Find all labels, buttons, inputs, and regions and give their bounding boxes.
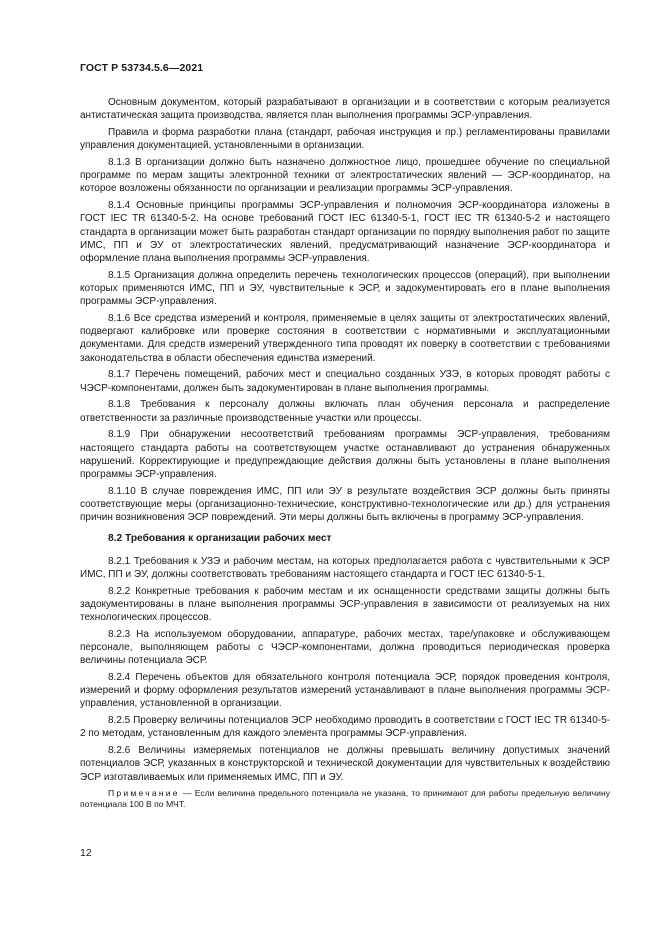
paragraph-main-document: Основным документом, который разрабатывают в организации и в соответствии с которым реализуется антистатическая защита производства, является план выполнения программы ЭСР-управления. <box>80 97 610 122</box>
document-header: ГОСТ Р 53734.5.6—2021 <box>80 62 204 74</box>
paragraph-8-1-9: 8.1.9 При обнаружении несоответствий требованиям программы ЭСР-управления, требованиям настоящего стандарта работы на соответствующем участке останавливают до устранения обнаруженных нарушений. Корректирующие и предупреждающие действия должны быть установлены в плане выполнения программы ЭСР-управления. <box>80 429 610 481</box>
paragraph-8-2-1: 8.2.1 Требования к УЗЭ и рабочим местам, на которых предполагается работа с чувствительными к ЭСР ИМС, ПП и ЭУ, должны соответствовать требованиям настоящего стандарта и ГОСТ IEC 61340-5-1. <box>80 555 610 580</box>
paragraph-8-1-3: 8.1.3 В организации должно быть назначено должностное лицо, прошедшее обучение по специальной программе по мерам защиты электронной техники от электростатических явлений — ЭСР-координатор, на которое возложены обязанности по организации и реализации программы ЭСР-управления. <box>80 157 610 195</box>
paragraph-8-1-8: 8.1.8 Требования к персоналу должны включать план обучения персонала и распределение ответственности за различные производственные участки или процессы. <box>80 399 610 424</box>
document-body <box>80 96 610 811</box>
note <box>80 788 610 811</box>
paragraph-8-1-5: 8.1.5 Организация должна определить перечень технологических процессов (операций), при выполнении которых применяются ИМС, ПП и ЭУ, чувствительные к ЭСР, и задокументировать его в плане выполнения программы ЭСР-управления. <box>80 269 610 308</box>
page-number: 12 <box>80 847 92 859</box>
note-label: Примечание <box>108 787 180 798</box>
note-text: — Если величина предельного потенциала не указана, то принимают для работы предельную величину потенциала 100 В по МЧТ. <box>80 787 610 810</box>
paragraph-8-2-6: 8.2.6 Величины измеряемых потенциалов не должны превышать величину допустимых значений потенциалов ЭСР, указанных в конструкторской и технической документации для чувствительных к воздействию ЭСР изготавливаемых или применяемых ИМС, ПП и ЭУ. <box>80 745 610 783</box>
paragraph-8-2-2: 8.2.2 Конкретные требования к рабочим местам и их оснащенности средствами защиты должны быть задокументированы в плане выполнения программы ЭСР-управления в зависимости от реализуемых на них технологических процессов. <box>80 585 610 624</box>
paragraph-plan-rules: Правила и форма разработки плана (стандарт, рабочая инструкция и пр.) регламентированы правилами управления документацией, установленными в организации. <box>80 127 610 152</box>
section-heading-8-2: 8.2 Требования к организации рабочих мест <box>108 533 332 545</box>
paragraph-8-2-3: 8.2.3 На используемом оборудовании, аппаратуре, рабочих местах, таре/упаковке и обслуживающем персонале, выполняющем работы с ЧЭСР-компонентами, должна проводиться периодическая проверка величины потенциала ЭСР. <box>80 628 610 667</box>
paragraph-8-1-7: 8.1.7 Перечень помещений, рабочих мест и специально созданных УЗЭ, в которых проводят работы с ЧЭСР-компонентами, должен быть задокументирован в плане выполнения программы. <box>80 369 610 394</box>
paragraph-8-2-4: 8.2.4 Перечень объектов для обязательного контроля потенциала ЭСР, порядок проведения контроля, измерений и форму оформления результатов измерений устанавливают в плане выполнения программы ЭСР-управления, установленной в организации. <box>80 672 610 710</box>
paragraph-8-2-5: 8.2.5 Проверку величины потенциалов ЭСР необходимо проводить в соответствии с ГОСТ IEC TR 61340-5-2 по методам, установленным для каждого элемента программы ЭСР-управления. <box>80 715 610 740</box>
paragraph-8-1-4: 8.1.4 Основные принципы программы ЭСР-управления и полномочия ЭСР-координатора изложены в ГОСТ IEC TR 61340-5-2. На основе требований ГОСТ IEC 61340-5-1, ГОСТ IEC TR 61340-5-2 и настоящего стандарта в организации может быть разработан стандарт организации по порядку выполнения работ по защите ИМС, ПП и ЭУ от электростатических явлений, предусматривающий назначение ЭСР-координатора и оформление плана выполнения программы ЭСР-управления. <box>80 200 610 265</box>
paragraph-8-1-6: 8.1.6 Все средства измерений и контроля, применяемые в целях защиты от электростатических явлений, подвергают калибровке или проверке состояния в соответствии с нормативными и эксплуатационными документами. Для средств измерений утвержденного типа проводят их поверку в соответствии с требованиями законодательства в области обеспечения единства измерений. <box>80 313 610 364</box>
paragraph-8-1-10: 8.1.10 В случае повреждения ИМС, ПП или ЭУ в результате воздействия ЭСР должны быть приняты соответствующие меры (организационно-технические, конструктивно-технологические или др.) для устранения причин возникновения ЭСР повреждений. Эти меры должны быть включены в программу ЭСР-управления. <box>80 485 610 524</box>
